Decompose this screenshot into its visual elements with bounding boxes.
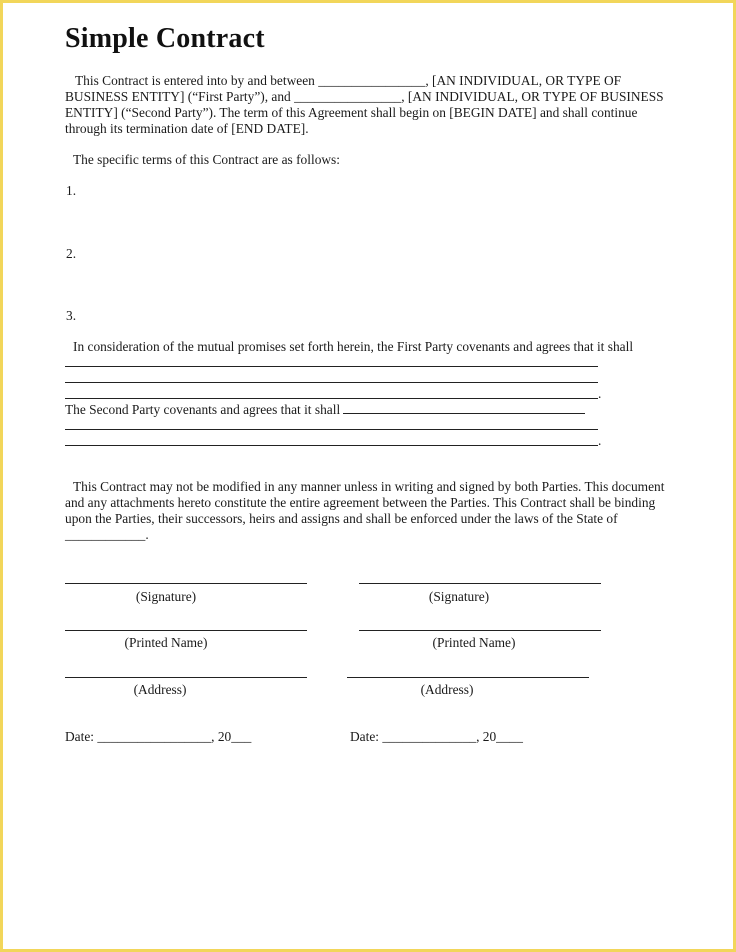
signature-line-right[interactable] [359, 583, 601, 584]
signature-line-left[interactable] [65, 583, 307, 584]
address-line-right[interactable] [347, 677, 589, 678]
second-party-covenant: The Second Party covenants and agrees that it shall [65, 402, 341, 417]
date-field-left[interactable]: Date: _________________, 20___ [65, 729, 252, 744]
second-party-period: . [598, 433, 602, 448]
address-line-left[interactable] [65, 677, 307, 678]
intro-line-1: This Contract is entered into by and between ________________, [AN INDIVIDUAL, OR TYPE OF [75, 73, 622, 88]
term-item-3: 3. [66, 308, 77, 323]
modification-line-2: and any attachments hereto constitute the entire agreement between the Parties. This Contract shall be binding [65, 495, 656, 510]
second-party-inline-blank[interactable] [343, 413, 585, 414]
printed-name-label-right: (Printed Name) [432, 635, 516, 650]
printed-name-line-right[interactable] [359, 630, 601, 631]
intro-line-4: through its termination date of [END DATE]. [65, 121, 309, 136]
document-title: Simple Contract [65, 23, 265, 54]
intro-line-2: BUSINESS ENTITY] (“First Party”), and ________________, [AN INDIVIDUAL, OR TYPE OF BUSINESS [65, 89, 664, 104]
first-party-blank-1[interactable] [65, 366, 598, 367]
address-label-left: (Address) [133, 682, 187, 697]
printed-name-line-left[interactable] [65, 630, 307, 631]
contract-page [3, 3, 733, 949]
signature-label-left: (Signature) [135, 589, 197, 604]
first-party-blank-2[interactable] [65, 382, 598, 383]
second-party-blank-1[interactable] [65, 429, 598, 430]
term-item-2: 2. [66, 246, 77, 261]
date-field-right[interactable]: Date: ______________, 20____ [350, 729, 523, 744]
intro-line-3: ENTITY] (“Second Party”). The term of this Agreement shall begin on [BEGIN DATE] and shall continue [65, 105, 638, 120]
signature-label-right: (Signature) [428, 589, 490, 604]
first-party-covenant: In consideration of the mutual promises set forth herein, the First Party covenants and agrees that it shall [73, 339, 634, 354]
first-party-period: . [598, 386, 602, 401]
second-party-blank-2[interactable] [65, 445, 598, 446]
first-party-blank-3[interactable] [65, 398, 598, 399]
terms-heading: The specific terms of this Contract are as follows: [73, 152, 340, 167]
address-label-right: (Address) [420, 682, 474, 697]
modification-line-4: ____________. [65, 527, 149, 542]
printed-name-label-left: (Printed Name) [124, 635, 208, 650]
term-item-1: 1. [66, 183, 77, 198]
modification-line-1: This Contract may not be modified in any manner unless in writing and signed by both Parties. This document [73, 479, 665, 494]
modification-line-3: upon the Parties, their successors, heirs and assigns and shall be enforced under the laws of the State of [65, 511, 618, 526]
